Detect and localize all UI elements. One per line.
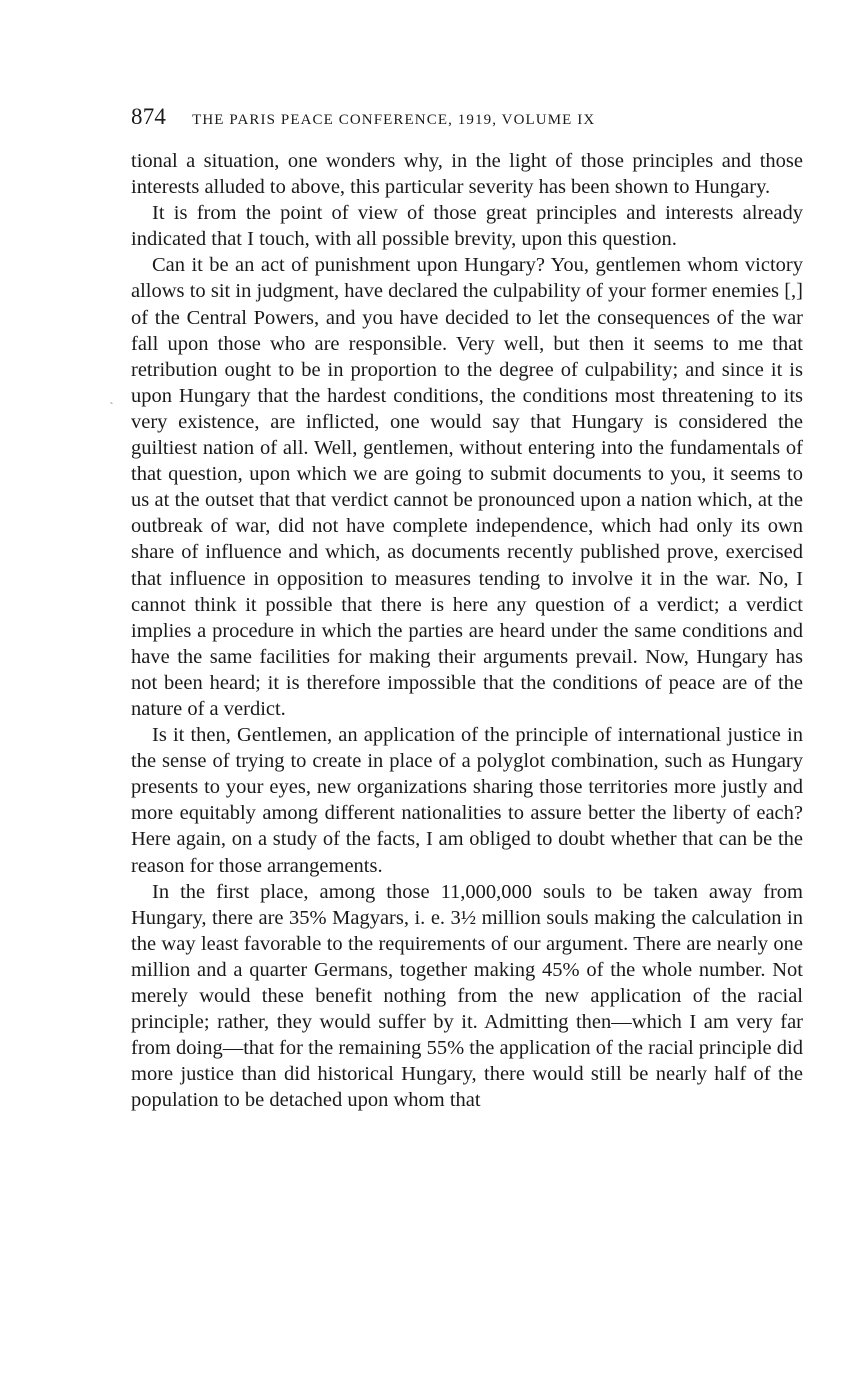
paragraph: It is from the point of view of those great principles and interests already indicated that I touch, with all possible brevity, upon this question. bbox=[131, 202, 803, 251]
paragraph: Can it be an act of punishment upon Hungary? You, gentlemen whom victory allows to sit in judgment, have declared the culpability of your former enemies [,] of the Central Powers, and you have decided to let the consequences of the war fall upon those who are responsible. Very well, but then it seems to me that retribution ought to be in proportion to the degree of culpability; and since it is upon Hungary that the hardest conditions, the conditions most threatening to its very existence, are inflicted, one would say that Hungary is considered the guiltiest nation of all. Well, gentlemen, without entering into the fundamentals of that question, upon which we are going to submit documents to you, it seems to us at the outset that that verdict cannot be pronounced upon a nation which, at the outbreak of war, did not have complete independence, which had only its own share of influence and which, as documents recently published prove, exercised that influence in opposition to measures tending to involve it in the war. No, I cannot think it possible that there is here any question of a verdict; a verdict implies a procedure in which the parties are heard under the same conditions and have the same facilities for making their arguments prevail. Now, Hungary has not been heard; it is therefore impossible that the conditions of peace are of the nature of a verdict. bbox=[131, 254, 803, 720]
paragraph: In the first place, among those 11,000,000 souls to be taken away from Hungary, there are 35% Magyars, i. e. 3½ million souls making the calculation in the way least favorable to the requirements of our argument. There are nearly one million and a quarter Germans, together making 45% of the whole number. Not merely would these benefit nothing from the new application of the racial principle; rather, they would suffer by it. Admitting then—which I am very far from doing—that for the remaining 55% the application of the racial principle did more justice than did historical Hungary, there would still be nearly half of the population to be detached upon whom that bbox=[131, 880, 803, 1112]
margin-pencil-mark: ˏ bbox=[105, 391, 114, 406]
document-page bbox=[131, 104, 803, 1113]
running-title: THE PARIS PEACE CONFERENCE, 1919, VOLUME IX bbox=[192, 112, 596, 128]
page-number: 874 bbox=[131, 104, 167, 129]
body-text bbox=[131, 148, 803, 1113]
paragraph: Is it then, Gentlemen, an application of the principle of international justice in the sense of trying to create in place of a polyglot combination, such as Hungary presents to your eyes, new organizations sharing those territories more justly and more equitably among different nationalities to assure better the liberty of each? Here again, on a study of the facts, I am obliged to doubt whether that can be the reason for those arrangements. bbox=[131, 724, 803, 877]
running-header bbox=[131, 104, 803, 138]
paragraph-continuation: tional a situation, one wonders why, in the light of those principles and those interests alluded to above, this particular severity has been shown to Hungary. bbox=[131, 150, 803, 199]
